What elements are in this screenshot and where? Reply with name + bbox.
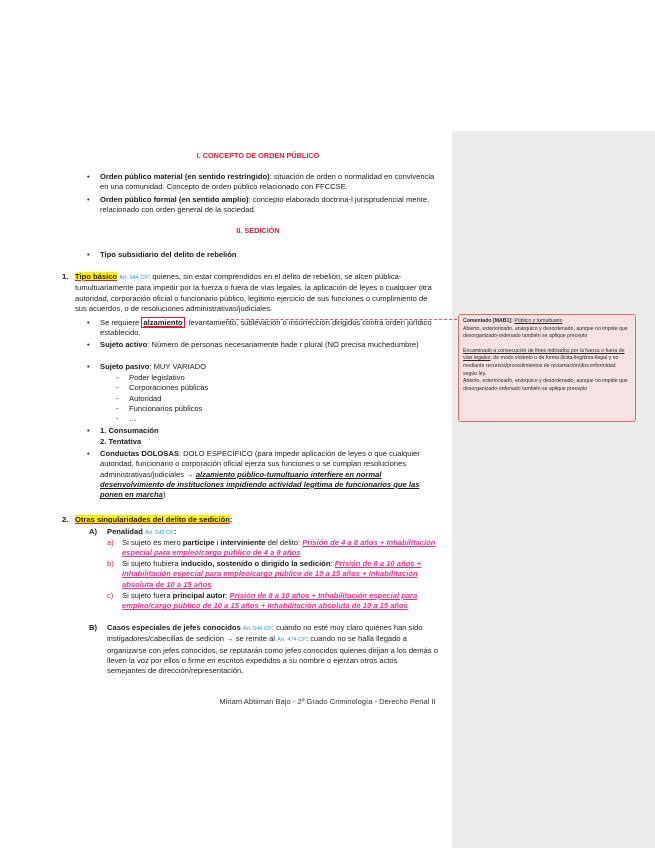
pena-c: c) Si sujeto fuera principal autor: Prisión de 8 a 10 años + Inhabilitación especial para empleo/cargo público de 10 a 15 años + Inhabilitación absoluta de 10 a 15 años: [107, 591, 418, 611]
section-singularidades: 2. Otras singularidades del delito de sedición:: [62, 515, 233, 524]
page-footer: Miriam Abtiiman Bajo - 2º Grado Criminología - Derecho Penal II: [219, 697, 436, 706]
list-item-alzamiento: • Se requiere alzamiento : levantamiento, sublevación o insurrección dirigidos contra orden jurídico establecido.: [87, 318, 432, 338]
list-item-sujeto-pasivo: • Sujeto pasivo: MUY VARIADO: [87, 362, 207, 371]
list-item-tipo-subsidiario: • Tipo subsidiario del delito de rebelión: [87, 250, 237, 259]
sublist-sujeto-pasivo: - Poder legislativo - Corporaciones públicas - Autoridad - Funcionarios públicos - …: [116, 373, 209, 424]
heading-concepto-orden-publico: I. CONCEPTO DE ORDEN PÚBLICO: [196, 151, 320, 160]
list-item-tentativa: 2. Tentativa: [100, 437, 142, 446]
section-tipo-basico: 1. Tipo básico Art. 544 CP: quienes, sin estar comprendidos en el delito de rebelión, se alcen pública-tumultuariamente para impedir por la fuerza o fuera de vías legales, la aplicación de leyes o cualquier otra autoridad, corporación oficial o funcionario público, legítimo ejercicio de sus funciones o cumplimiento de sus acuerdos, o de resoluciones administrativas/judiciales.: [62, 272, 432, 313]
subsection-penalidad: A) Penalidad Art. 545 CP:: [89, 527, 177, 536]
subsection-casos-especiales: B) Casos especiales de jefes conocidos Art. 546 CP: cuando no esté muy claro quiénes han sido instigadores/cabecillas de sedición → se remite al Art. 474 CP: cuando no se halla llegado a organizarse con jefes conocidos, se reputarán como jefes conocidos quienes dirijan a los demás o lleven la voz por ellos o firme en escritos expedidos a su nombre o ejerzan otros actos semejantes de dirección/representación.: [89, 623, 438, 676]
list-item-conductas: • Conductas DOLOSAS: DOLO ESPECÍFICO (para impedir aplicación de leyes o que cualquier autoridad, funcionario o corporación oficial ejerza sus funciones o se cumplan resoluciones administrativas/judiciales → alzamiento público-tumultuario interfiere en normal desenvolvimiento de instituciones impidiendo actividad legítima de funcionarios que las ponen en marcha): [87, 449, 420, 500]
comment-pane: [452, 131, 655, 848]
pena-a: a) Si sujeto es mero partícipe i interviniente del delito: Prisión de 4 a 8 años + Inhabilitación especial para empleo/cargo público de 4 a 8 años: [107, 538, 436, 558]
comment-connector: [226, 319, 457, 320]
pena-b: b) Si sujeto hubiera inducido, sostenido o dirigido la sedición: Prisión de 8 a 10 años + Inhabilitación especial para empleo/cargo público de 10 a 15 años + Inhabilitación absoluta de 10 a 15 años: [107, 559, 422, 589]
heading-sedicion: II. SEDICIÓN: [236, 226, 280, 235]
tipo-basico-label: Tipo básico: [75, 272, 118, 281]
list-item-consumacion: • 1. Consumación: [87, 426, 159, 435]
alzamiento-term: alzamiento: [143, 318, 183, 327]
list-item-orden-formal: • Orden público formal (en sentido amplio): concepto elaborado doctrina-l jurisprudencial mente, relacionado con orden general de la sociedad.: [87, 195, 430, 215]
article-ref: Art. 544 CP: [119, 275, 149, 281]
list-item-orden-material: • Orden público material (en sentido restringido): situación de orden o normalidad en convivencia en una comunidad. Concepto de orden público relacionado con FFCCSE.: [87, 172, 435, 192]
list-item-sujeto-activo: • Sujeto activo: Número de personas necesariamente hade r plural (NO precisa muchedumbre): [87, 340, 419, 349]
comment-balloon[interactable]: Comentado [MAB1]: Público y tumultuario Abierto, exteriorizado, anárquico y desordenado, aunque no impide que desorganizado-ordenado también se aplique precepto Encaminado a consecución de fines indicados por la fuerza o fuera de vías legales: de modo violento o de forma ilícita-ilegítima-ilegal y no mediante recursos/procedimientos de reclamación/disconformidad según ley. Abierto, exteriorizado, anárquico y desordenado, aunque no impide que desorganizado-ordenado también se aplique precepto: [458, 314, 636, 422]
